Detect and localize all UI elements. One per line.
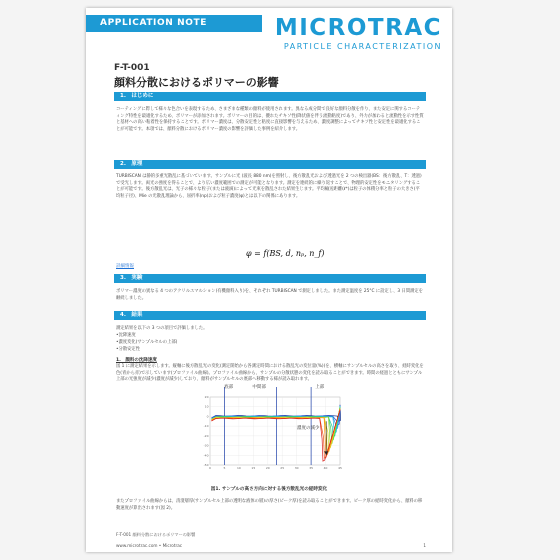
intro-paragraph: コーティングに際して様々な色合いを表現するため、さまざまな種類の顔料が使用されます。異なる成分間で良好な顔料分散を作り、また安定に関するコーティング特性を最適化するため、ポリマーが添加されます。ポリマーの目的は、優れたチキソ性(降伏値を伴う流動粘度)であり、外力が加わると流動性を示す性質と基材への高い粘着性を保持することです。ポリマー濃度は、分散安定性と粘度に直接影響を与えるため、濃度調整によってチキソ性と安定性を最適化することが可能です。本項では、顔料分散におけるポリマー濃度の影響を評価した事例を紹介します。 <box>116 107 424 132</box>
zone-label: 中間部 <box>252 385 266 390</box>
principle-paragraph: TURBISCAN は静的多重光散乱に基づいています。サンプルに光 (波長 880 nm)を照射し、後方散乱光および透過光を 2 つの検出器(BS：後方散乱、T：透過)で受光します。両光の強度を得ることで、より広い濃度範囲での測定が可能となります。測定を連続的に繰り返すことで、物理的安定性をモニタリングすることが可能です。後方散乱光は、光子の様々な粒子(または液滴)によって光束を散乱された結果生じます。平均輸送距離(ℓ*)は粒子の体積分率と粒子の大きさ(平均粒子径)、Mie の光散乱理論から、屈折率(np)および粒子濃度(φ)とは以下の関係にあります。 <box>116 174 422 199</box>
document-code: F-T-001 <box>114 63 150 73</box>
chart-background <box>196 383 346 473</box>
y-tick-label: -40 <box>203 453 209 458</box>
brand-subtitle: PARTICLE CHARACTERIZATION <box>283 42 442 51</box>
after-figure-paragraph: またプロファイル曲線からは、清澄層厚(サンプルセル上部の透明な液体の層)の厚さ(ピーク厚)を読み取ることができます。ピーク厚の経時変化から、顔料の移動速度が算出されます(図 2)。 <box>116 499 423 511</box>
y-tick-label: -20 <box>203 433 209 438</box>
concentration-formula: φ = f(BS, d, nₚ, n_f) <box>246 249 325 258</box>
x-tick-label: 35 <box>309 466 314 470</box>
x-tick-label: 30 <box>294 466 299 470</box>
backscattering-profile-chart <box>196 383 346 473</box>
x-tick-label: 40 <box>323 466 328 470</box>
footer-reference: F-T-001 顔料分散におけるポリマーの影響 <box>116 532 196 537</box>
results-bullet-1: •沈降速度 <box>116 333 136 338</box>
results-bullet-2: •濃度変化(サンプルセルの上部) <box>116 340 178 345</box>
y-tick-label: -30 <box>203 443 209 448</box>
section-heading-principle: 2. 原理 <box>114 160 426 169</box>
x-tick-label: 0 <box>209 466 211 470</box>
brand-logo <box>275 16 442 51</box>
x-tick-label: 5 <box>223 466 226 470</box>
zone-label: 底部 <box>224 385 234 390</box>
annotation-label: 濃度の減少 <box>296 426 320 432</box>
footer-url: www.microtrac.com • Microtrac <box>116 543 183 548</box>
results-paragraph: 図 1 に測定結果を示します。縦軸に後方散乱光の変化(測定開始から各測定時間における散乱光の変位量(%))を、横軸にサンプルセルの高さを取り、経時変化を色(青から赤)で示しています(プロファイル曲線)。プロファイル曲線から、サンプルの分散状態の変化を読み取ることができます。時間の経過とともにサンプル上部の光強度が減少(濃度が減少)しており、顔料がサンプルセルの底部へ移動する様が読み取れます。 <box>116 364 424 383</box>
x-tick-label: 10 <box>236 466 241 470</box>
document-title: 顔料分散におけるポリマーの影響 <box>114 76 279 89</box>
results-bullet-3: •分散安定性 <box>116 347 141 352</box>
application-note-banner: APPLICATION NOTE <box>86 15 262 32</box>
section-heading-experiment: 3. 実験 <box>114 274 426 283</box>
figure-caption: 図1. サンプルの高さ方向に対する後方散乱光の経時変化 <box>210 487 328 492</box>
x-tick-label: 25 <box>280 466 285 470</box>
page-number: 1 <box>423 543 426 548</box>
brand-name: MICROTRAC <box>274 15 442 41</box>
zone-label: 上部 <box>315 385 325 390</box>
y-tick-label: 0 <box>206 414 209 419</box>
y-tick-label: -10 <box>203 424 209 429</box>
experiment-paragraph: ポリマー濃度の異なる 4 つのアクリルエマルション(有機顔料入り)を、それぞれ TURBISCAN で測定しました。また測定温度を 25°C に設定し、3 日間測定を継続しました。 <box>116 289 423 301</box>
section-heading-results: 4. 結果 <box>114 311 426 320</box>
application-note-page <box>86 8 452 552</box>
results-subheading: 1. 顔料の沈降速度 <box>116 358 157 363</box>
x-tick-label: 45 <box>338 466 342 470</box>
more-info-link[interactable]: 詳細情報 <box>116 264 134 269</box>
y-tick-label: 20 <box>204 395 209 399</box>
y-tick-label: 10 <box>204 404 209 409</box>
y-tick-label: -50 <box>203 463 209 467</box>
section-heading-intro: 1. はじめに <box>114 92 426 101</box>
x-tick-label: 15 <box>251 466 256 470</box>
x-tick-label: 20 <box>265 466 270 470</box>
results-intro: 測定結果を以下の 3 つの項目で評価しました。 <box>116 326 208 331</box>
